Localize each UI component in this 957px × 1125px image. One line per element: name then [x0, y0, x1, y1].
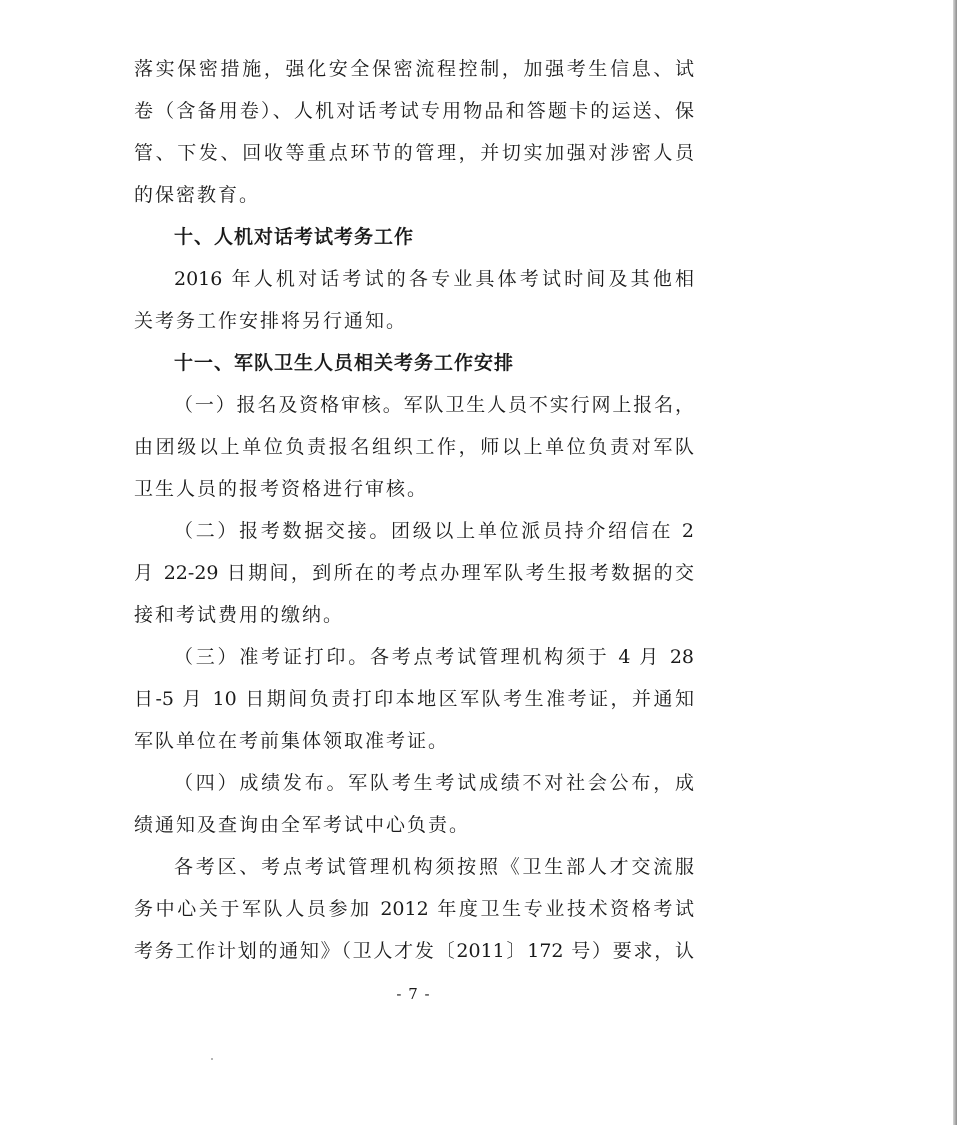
paragraph-line-9: （一）报名及资格审核。军队卫生人员不实行网上报名，: [174, 394, 694, 416]
section-heading-10: 十、人机对话考试考务工作: [174, 226, 415, 248]
paragraph-line-12: （二）报考数据交接。团级以上单位派员持介绍信在 2: [174, 520, 694, 542]
paragraph-line-18: （四）成绩发布。军队考生考试成绩不对社会公布，成: [174, 772, 694, 794]
paragraph-line-4: 的保密教育。: [134, 184, 261, 206]
paragraph-line-14: 接和考试费用的缴纳。: [134, 604, 345, 626]
page-number: - 7 -: [396, 985, 431, 1003]
paragraph-line-1: 落实保密措施，强化安全保密流程控制，加强考生信息、试: [134, 58, 694, 80]
paragraph-line-13: 月 22-29 日期间，到所在的考点办理军队考生报考数据的交: [134, 562, 694, 584]
paragraph-line-20: 各考区、考点考试管理机构须按照《卫生部人才交流服: [174, 856, 694, 878]
scan-speck: [211, 1058, 213, 1060]
paragraph-line-17: 军队单位在考前集体领取准考证。: [134, 730, 450, 752]
page-edge-shadow: [953, 0, 957, 1125]
paragraph-line-2: 卷（含备用卷）、人机对话考试专用物品和答题卡的运送、保: [134, 100, 694, 122]
paragraph-line-7: 关考务工作安排将另行通知。: [134, 310, 408, 332]
paragraph-line-6: 2016 年人机对话考试的各专业具体考试时间及其他相: [174, 268, 694, 290]
paragraph-line-3: 管、下发、回收等重点环节的管理，并切实加强对涉密人员: [134, 142, 694, 164]
paragraph-line-22: 考务工作计划的通知》（卫人才发〔2011〕172 号）要求，认: [134, 940, 694, 962]
paragraph-line-11: 卫生人员的报考资格进行审核。: [134, 478, 429, 500]
paragraph-line-16: 日-5 月 10 日期间负责打印本地区军队考生准考证，并通知: [134, 688, 694, 710]
paragraph-line-21: 务中心关于军队人员参加 2012 年度卫生专业技术资格考试: [134, 898, 694, 920]
paragraph-line-10: 由团级以上单位负责报名组织工作，师以上单位负责对军队: [134, 436, 694, 458]
paragraph-line-19: 绩通知及查询由全军考试中心负责。: [134, 814, 471, 836]
section-heading-11: 十一、军队卫生人员相关考务工作安排: [174, 352, 515, 374]
paragraph-line-15: （三）准考证打印。各考点考试管理机构须于 4 月 28: [174, 646, 694, 668]
